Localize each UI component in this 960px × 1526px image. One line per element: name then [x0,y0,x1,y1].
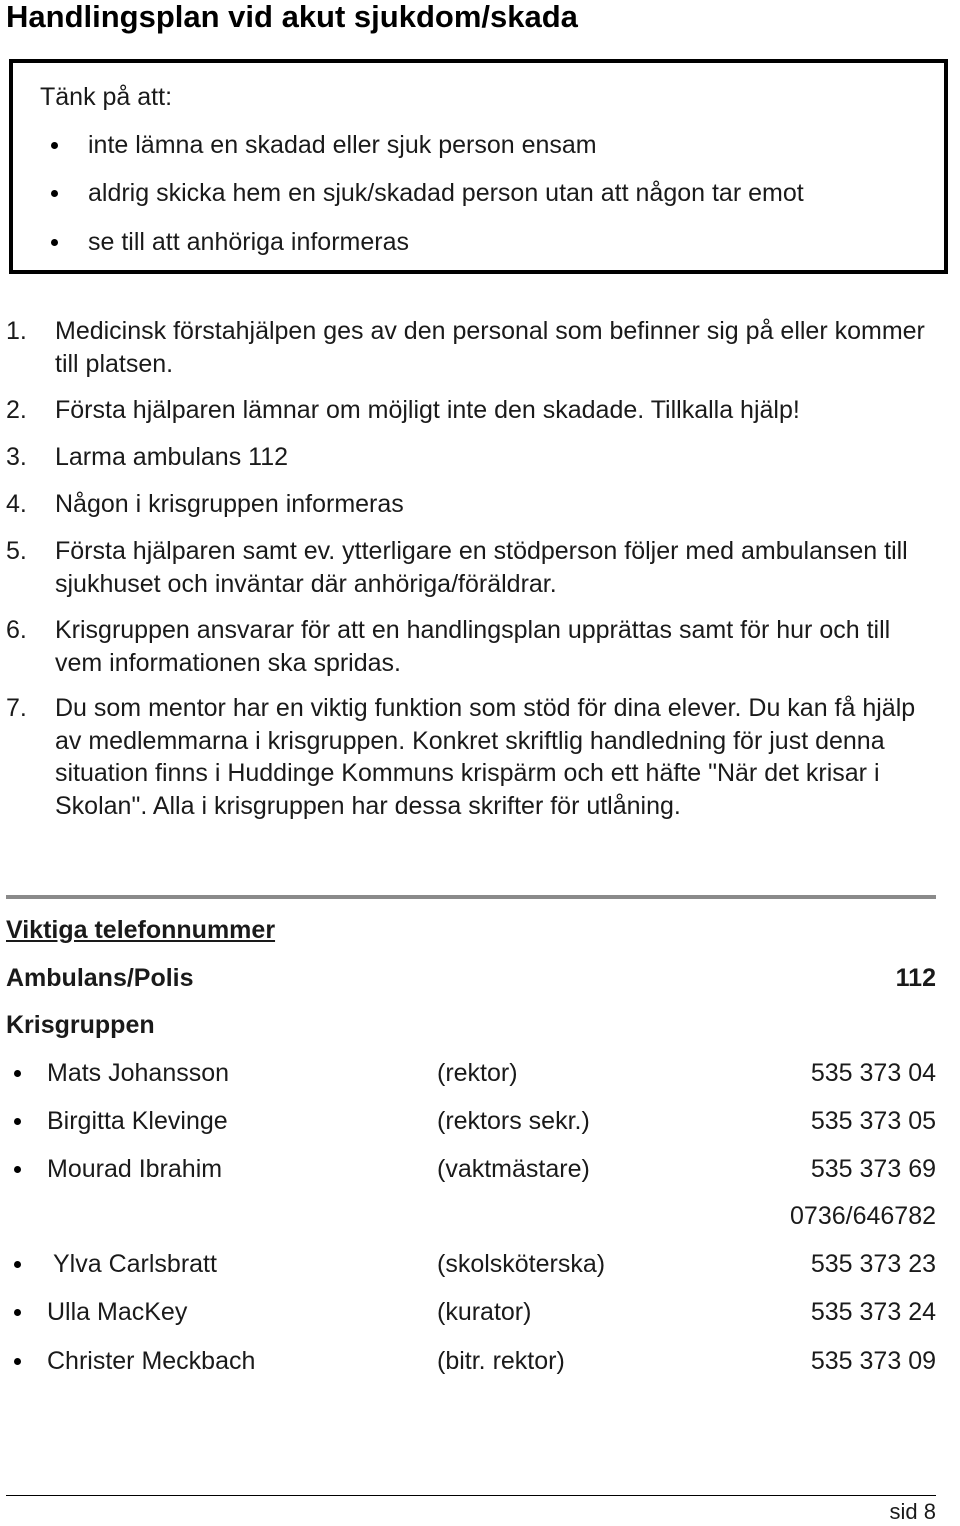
bullet-icon [14,1166,21,1173]
step-text: Krisgruppen ansvarar för att en handlingsplan upprättas samt för hur och till vem informationen ska spridas. [55,616,891,677]
step-number: 6. [6,616,27,644]
contact-phone: 535 373 04 [810,1059,936,1087]
contact-row [0,1153,960,1230]
step-text: Du som mentor har en viktig funktion som stöd för dina elever. Du kan få hjälp av medlemmarna i krisgruppen. Konkret skriftlig handledning för just denna situation finns i Huddinge Kommuns krispärm och ett häfte "När det krisar i Skolan". Alla i krisgruppen har dessa skrifter för utlåning. [55,694,916,820]
step-number: 1. [6,317,27,345]
step-item [6,441,936,474]
step-item [6,394,936,427]
contact-phone: 535 373 69 [810,1155,936,1183]
contact-row [0,1105,960,1139]
emergency-number: 112 [895,964,936,992]
contact-name: Christer Meckbach [47,1347,256,1375]
step-item [6,614,936,679]
step-number: 2. [6,396,27,424]
step-number: 5. [6,537,27,565]
step-number: 7. [6,694,27,722]
contact-row [0,1345,960,1379]
page-number: sid 8 [889,1499,936,1524]
contact-role: (rektor) [437,1059,518,1087]
contact-row [0,1296,960,1330]
contact-name: Ylva Carlsbratt [53,1250,217,1278]
contact-phone: 535 373 09 [810,1347,936,1375]
step-item [6,488,936,521]
contact-role: (vaktmästare) [437,1155,590,1183]
contact-name: Birgitta Klevinge [47,1107,228,1135]
page-title: Handlingsplan vid akut sjukdom/skada [6,0,578,34]
bullet-icon [14,1118,21,1125]
step-text: Första hjälparen lämnar om möjligt inte den skadade. Tillkalla hjälp! [55,396,800,424]
reminder-item-text: se till att anhöriga informeras [88,228,409,256]
bullet-icon [14,1070,21,1077]
step-number: 3. [6,443,27,471]
bullet-icon [14,1261,21,1268]
contact-mobile: 0736/646782 [790,1202,936,1230]
bullet-icon [51,190,58,197]
bullet-icon [51,239,58,246]
bullet-icon [51,142,58,149]
group-heading: Krisgruppen [6,1011,155,1039]
contact-name: Mats Johansson [47,1059,230,1087]
step-text: Någon i krisgruppen informeras [55,490,404,518]
contact-phone: 535 373 23 [810,1250,936,1278]
emergency-label: Ambulans/Polis [6,964,194,992]
contact-row [0,1057,960,1091]
reminder-item-text: inte lämna en skadad eller sjuk person ensam [88,131,597,159]
reminder-heading: Tänk på att: [40,83,173,111]
step-item [6,315,936,380]
phone-section-heading: Viktiga telefonnummer [6,916,276,944]
reminder-box [9,59,948,274]
contact-role: (rektors sekr.) [437,1107,590,1135]
contact-phone: 535 373 24 [810,1298,936,1326]
section-divider [6,895,936,899]
step-text: Första hjälparen samt ev. ytterligare en stödperson följer med ambulansen till sjukhuset och inväntar där anhöriga/föräldrar. [55,537,908,598]
contact-role: (bitr. rektor) [437,1347,565,1375]
bullet-icon [14,1358,21,1365]
step-item [6,535,936,600]
contact-name: Ulla MacKey [47,1298,188,1326]
bullet-icon [14,1309,21,1316]
step-text: Larma ambulans 112 [55,443,289,471]
step-text: Medicinsk förstahjälpen ges av den personal som befinner sig på eller kommer till platsen. [55,317,925,378]
contact-row [0,1248,960,1282]
contact-role: (kurator) [437,1298,532,1326]
reminder-item-text: aldrig skicka hem en sjuk/skadad person utan att någon tar emot [88,179,804,207]
contact-phone: 535 373 05 [810,1107,936,1135]
footer-rule [6,1495,936,1496]
contact-name: Mourad Ibrahim [47,1155,223,1183]
contact-role: (skolsköterska) [437,1250,606,1278]
step-item [6,692,936,822]
step-number: 4. [6,490,27,518]
